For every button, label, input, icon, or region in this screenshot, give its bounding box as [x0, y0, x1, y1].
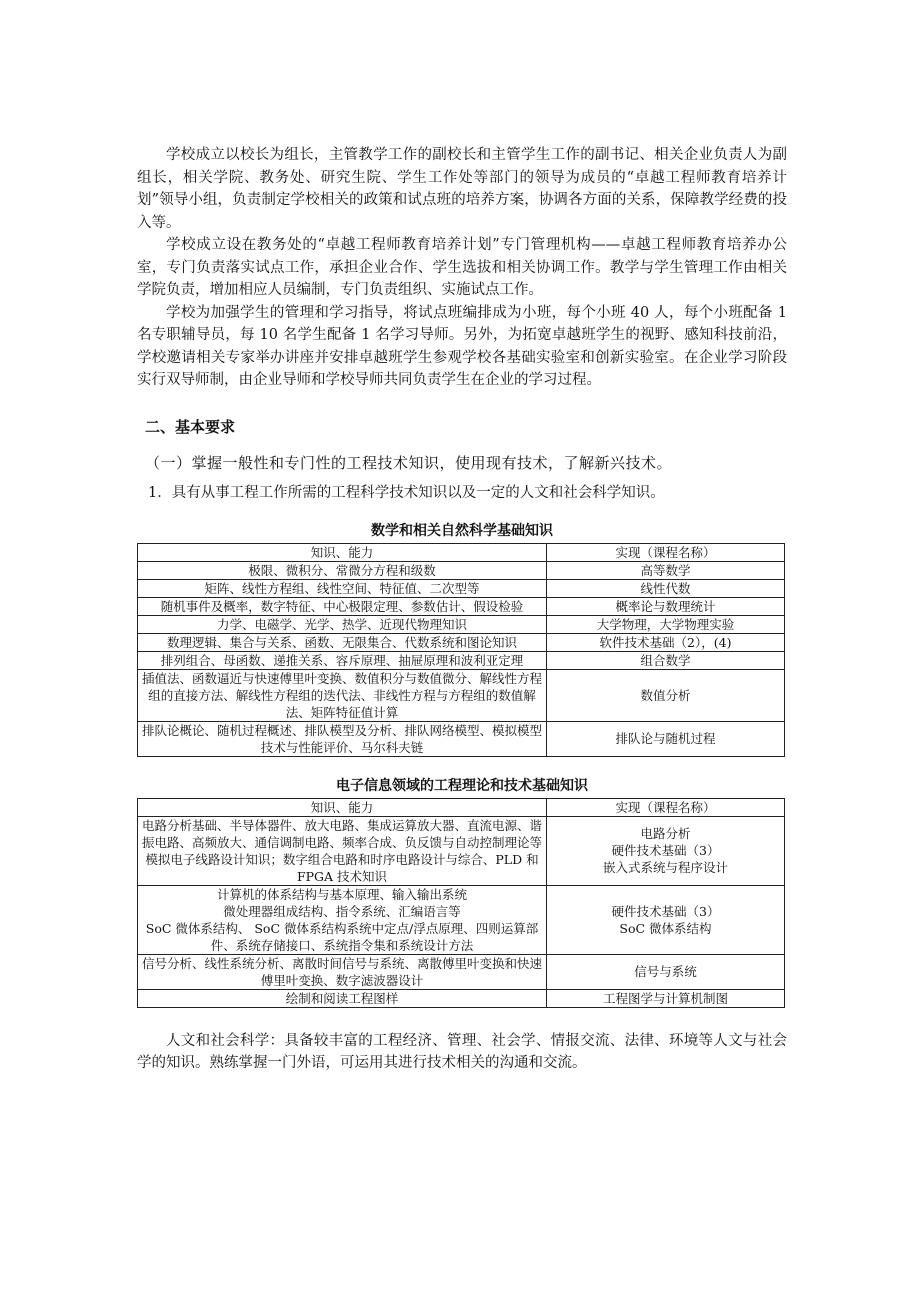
- math-science-table: [137, 543, 785, 757]
- electronics-table: [137, 798, 785, 1008]
- table-row: [138, 669, 785, 721]
- knowledge-cell: 绘制和阅读工程图样: [138, 989, 547, 1007]
- table-row: [138, 579, 785, 597]
- knowledge-cell: 力学、电磁学、光学、热学、近现代物理知识: [138, 615, 547, 633]
- header-knowledge: 知识、能力: [138, 798, 547, 816]
- knowledge-cell: 排列组合、母函数、递推关系、容斥原理、抽屉原理和波利亚定理: [138, 651, 547, 669]
- paragraph-management-office: 学校成立设在教务处的“卓越工程师教育培养计划”专门管理机构——卓越工程师教育培养办公室，专门负责落实试点工作，承担企业合作、学生选拔和相关协调工作。教学与学生管理工作由相关学院负责，增加相应人员编制，专门负责组织、实施试点工作。: [137, 237, 787, 298]
- table-row: [138, 721, 785, 756]
- course-cell: 组合数学: [547, 651, 785, 669]
- knowledge-cell: 信号分析、线性系统分析、离散时间信号与系统、离散傅里叶变换和快速傅里叶变换、数字滤波器设计: [138, 954, 547, 989]
- knowledge-cell: 随机事件及概率，数字特征、中心极限定理、参数估计、假设检验: [138, 597, 547, 615]
- table-caption-math: 数学和相关自然科学基础知识: [371, 522, 553, 539]
- table-row: [138, 615, 785, 633]
- header-course: 实现（课程名称）: [547, 798, 785, 816]
- table-row: [138, 816, 785, 885]
- requirement-item: 1．具有从事工程工作所需的工程科学技术知识以及一定的人文和社会科学知识。: [148, 484, 665, 501]
- course-cell: 硬件技术基础（3） SoC 微体系结构: [547, 885, 785, 954]
- knowledge-cell: 矩阵、线性方程组、线性空间、特征值、二次型等: [138, 579, 547, 597]
- knowledge-cell: 计算机的体系结构与基本原理、输入输出系统 微处理器组成结构、指令系统、汇编语言等 SoC 微体系结构、 SoC 微体系结构系统中定点/浮点原理、四则运算部件、系统存储接口、系统指令集和系统设计方法: [138, 885, 547, 954]
- section-heading: 二、基本要求: [145, 417, 236, 436]
- course-cell: 信号与系统: [547, 954, 785, 989]
- paragraph-student-guidance: 学校为加强学生的管理和学习指导，将试点班编排成为小班，每个小班 40 人，每个小班配备 1 名专职辅导员，每 10 名学生配备 1 名学习导师。另外，为拓宽卓越班学生的视野、感知科技前沿，学校邀请相关专家举办讲座并安排卓越班学生参观学校各基础实验室和创新实验室。在企业学习阶段实行双导师制，由企业导师和学校导师共同负责学生在企业的学习过程。: [137, 304, 787, 388]
- table-row: [138, 633, 785, 651]
- course-cell: 排队论与随机过程: [547, 721, 785, 756]
- course-cell: 高等数学: [547, 561, 785, 579]
- paragraph-leadership-group: 学校成立以校长为组长，主管教学工作的副校长和主管学生工作的副书记、相关企业负责人为副组长，相关学院、教务处、研究生院、学生工作处等部门的领导为成员的“卓越工程师教育培养计划”领导小组，负责制定学校相关的政策和试点班的培养方案，协调各方面的关系，保障教学经费的投入等。: [137, 147, 787, 231]
- subsection-heading: （一）掌握一般性和专门性的工程技术知识，使用现有技术，了解新兴技术。: [145, 453, 673, 472]
- course-cell: 数值分析: [547, 669, 785, 721]
- table-row: [138, 597, 785, 615]
- table-caption-electronics: 电子信息领域的工程理论和技术基础知识: [336, 777, 588, 794]
- knowledge-cell: 插值法、函数逼近与快速傅里叶变换、数值积分与数值微分、解线性方程组的直接方法、解线性方程组的迭代法、非线性方程与方程组的数值解法、矩阵特征值计算: [138, 669, 547, 721]
- paragraph-humanities: 人文和社会科学：具备较丰富的工程经济、管理、社会学、情报交流、法律、环境等人文与社会学的知识。熟练掌握一门外语，可运用其进行技术相关的沟通和交流。: [137, 1032, 787, 1071]
- course-cell: 概率论与数理统计: [547, 597, 785, 615]
- knowledge-cell: 电路分析基础、半导体器件、放大电路、集成运算放大器、直流电源、谐振电路、高频放大、通信调制电路、频率合成、负反馈与自动控制理论等模拟电子线路设计知识；数字组合电路和时序电路设计与综合、PLD 和 FPGA 技术知识: [138, 816, 547, 885]
- document-page: [137, 144, 787, 1075]
- knowledge-cell: 排队论概论、随机过程概述、排队模型及分析、排队网络模型、模拟模型技术与性能评价、马尔科夫链: [138, 721, 547, 756]
- course-cell: 大学物理，大学物理实验: [547, 615, 785, 633]
- table-row: [138, 885, 785, 954]
- knowledge-cell: 数理逻辑、集合与关系、函数、无限集合、代数系统和图论知识: [138, 633, 547, 651]
- table-row: [138, 954, 785, 989]
- course-cell: 电路分析 硬件技术基础（3） 嵌入式系统与程序设计: [547, 816, 785, 885]
- knowledge-cell: 极限、微积分、常微分方程和级数: [138, 561, 547, 579]
- header-knowledge: 知识、能力: [138, 543, 547, 561]
- table-header-row: [138, 798, 785, 816]
- table-row: [138, 651, 785, 669]
- table-row: [138, 561, 785, 579]
- course-cell: 工程图学与计算机制图: [547, 989, 785, 1007]
- course-cell: 线性代数: [547, 579, 785, 597]
- course-cell: 软件技术基础（2），(4): [547, 633, 785, 651]
- table-row: [138, 989, 785, 1007]
- header-course: 实现（课程名称）: [547, 543, 785, 561]
- table-header-row: [138, 543, 785, 561]
